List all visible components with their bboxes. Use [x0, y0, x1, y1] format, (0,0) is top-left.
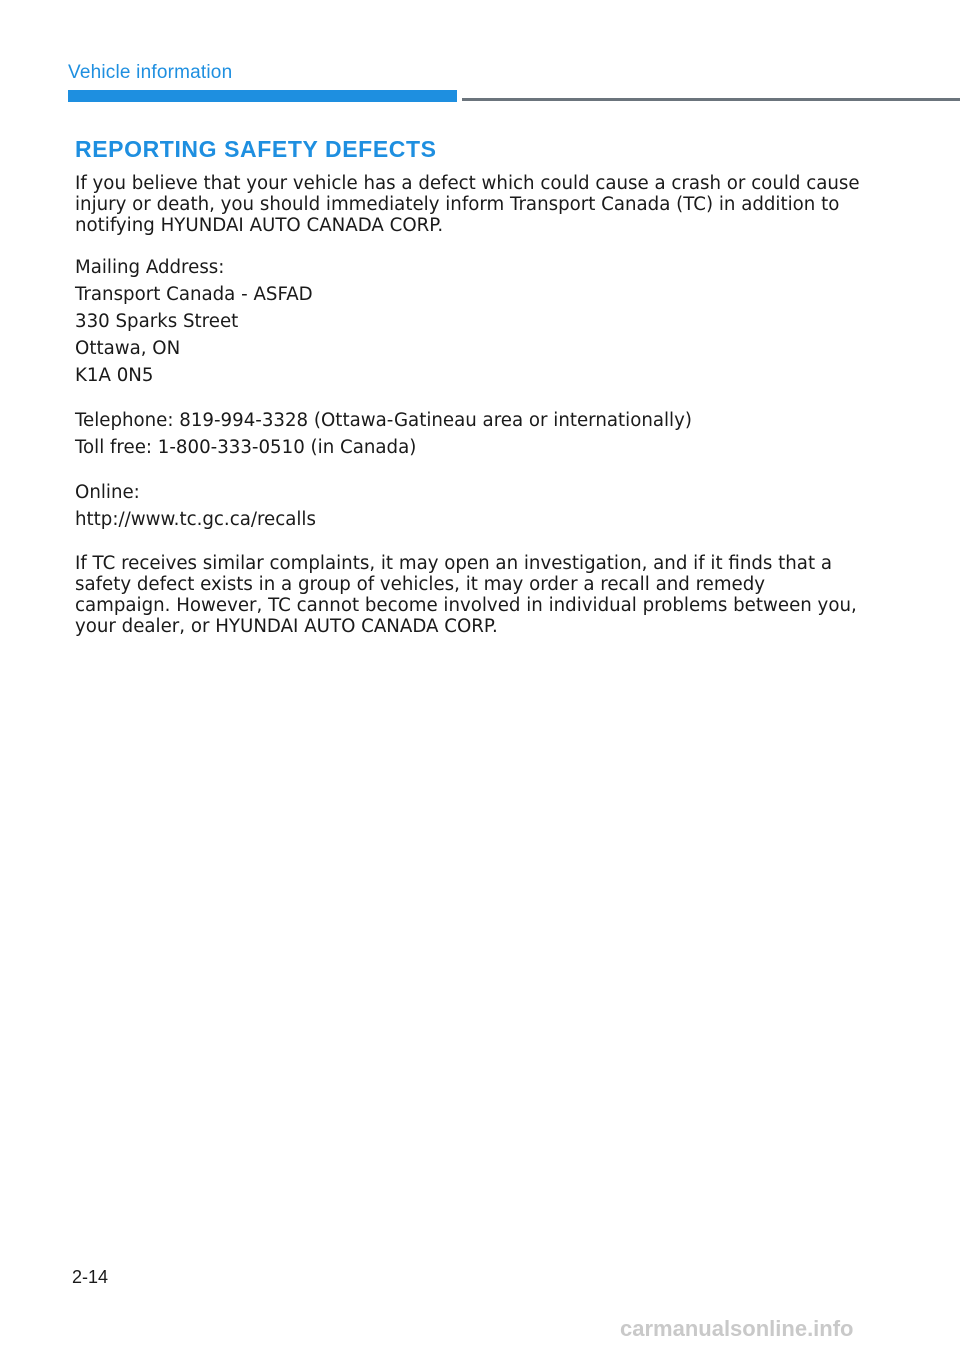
mailing-address-block [75, 254, 865, 389]
address-line: Ottawa, ON [75, 338, 181, 359]
telephone-line: Telephone: 819-994-3328 (Ottawa-Gatineau area or internationally) [75, 410, 692, 431]
toll-free-line: Toll free: 1-800-333-0510 (in Canada) [75, 437, 417, 458]
header-rule-blue [68, 90, 457, 102]
intro-paragraph: If you believe that your vehicle has a defect which could cause a crash or could cause injury or death, you should immediately inform Transport Canada (TC) in addition to notifying HYUNDAI AUTO CANADA CORP. [75, 173, 860, 236]
page-title: REPORTING SAFETY DEFECTS [75, 136, 437, 162]
recalls-url: http://www.tc.gc.ca/recalls [75, 509, 316, 530]
watermark: carmanualsonline.info [620, 1316, 854, 1341]
mailing-label: Mailing Address: [75, 257, 225, 278]
closing-paragraph: If TC receives similar complaints, it may open an investigation, and if it finds that a safety defect exists in a group of vehicles, it may order a recall and remedy campaign. However, TC cannot become involved in individual problems between you, your dealer, or HYUNDAI AUTO CANADA CORP. [75, 553, 857, 637]
online-block [75, 479, 865, 533]
section-label: Vehicle information [68, 62, 233, 83]
main-content [75, 136, 865, 637]
address-line: Transport Canada - ASFAD [75, 284, 313, 305]
page-number: 2-14 [72, 1267, 109, 1287]
online-label: Online: [75, 482, 140, 503]
address-line: 330 Sparks Street [75, 311, 239, 332]
header-rule-gray [462, 98, 960, 101]
address-line: K1A 0N5 [75, 365, 154, 386]
phone-block [75, 407, 865, 461]
